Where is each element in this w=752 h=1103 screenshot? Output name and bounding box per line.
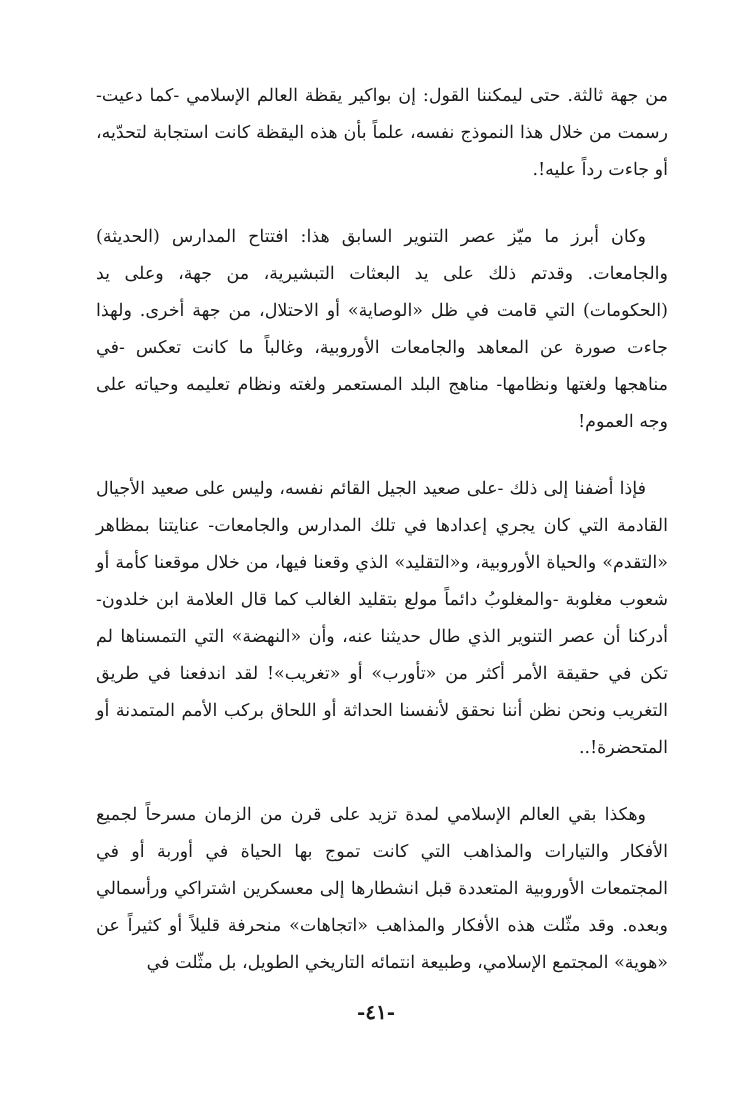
page-body	[96, 78, 668, 982]
paragraph-gap	[96, 189, 668, 219]
page-number: -٤١-	[356, 1000, 396, 1024]
paragraph-2: وكان أبرز ما ميّز عصر التنوير السابق هذا: افتتاح المدارس (الحديثة) والجامعات. وقدتم ذلك على يد البعثات التبشيرية، من جهة، وعلى يد (الحكومات) التي قامت في ظل «الوصاية» أو الاحتلال، من جهة أخرى. ولهذا جاءت صورة عن المعاهد والجامعات الأوروبية، وغالباً ما كانت تعكس -في مناهجها ولغتها ونظامها- مناهج البلد المستعمر ولغته ونظام تعليمه وحياته على وجه العموم!	[96, 227, 668, 432]
paragraph-gap	[96, 767, 668, 797]
paragraph-4: وهكذا بقي العالم الإسلامي لمدة تزيد على قرن من الزمان مسرحاً لجميع الأفكار والتيارات والمذاهب التي كانت تموج بها الحياة في أوربة أو في المجتمعات الأوروبية المتعددة قبل انشطارها إلى معسكرين اشتراكي ورأسمالي وبعده. وقد مثّلت هذه الأفكار والمذاهب «اتجاهات» منحرفة قليلاً أو كثيراً عن «هوية» المجتمع الإسلامي، وطبيعة انتمائه التاريخي الطويل، بل مثّلت في	[96, 805, 668, 973]
paragraph-3: فإذا أضفنا إلى ذلك -على صعيد الجيل القائم نفسه، وليس على صعيد الأجيال القادمة التي كان يجري إعدادها في تلك المدارس والجامعات- عنايتنا بمظاهر «التقدم» والحياة الأوروبية، و«التقليد» الذي وقعنا فيها، من خلال موقعنا كأمة أو شعوب مغلوبة -والمغلوبُ دائماً مولع بتقليد الغالب كما قال العلامة ابن خلدون- أدركنا أن عصر التنوير الذي طال حديثنا عنه، وأن «النهضة» التي التمسناها لم تكن في حقيقة الأمر أكثر من «تأورب» أو «تغريب»! لقد اندفعنا في طريق التغريب ونحن نظن أننا نحقق لأنفسنا الحداثة أو اللحاق بركب الأمم المتمدنة أو المتحضرة!..	[96, 479, 668, 758]
paragraph-gap	[96, 441, 668, 471]
paragraph-1: من جهة ثالثة. حتى ليمكننا القول: إن بواكير يقظة العالم الإسلامي -كما دعيت- رسمت من خلال هذا النموذج نفسه، علماً بأن هذه اليقظة كانت استجابة لتحدّيه، أو جاءت رداً عليه!.	[96, 86, 668, 180]
